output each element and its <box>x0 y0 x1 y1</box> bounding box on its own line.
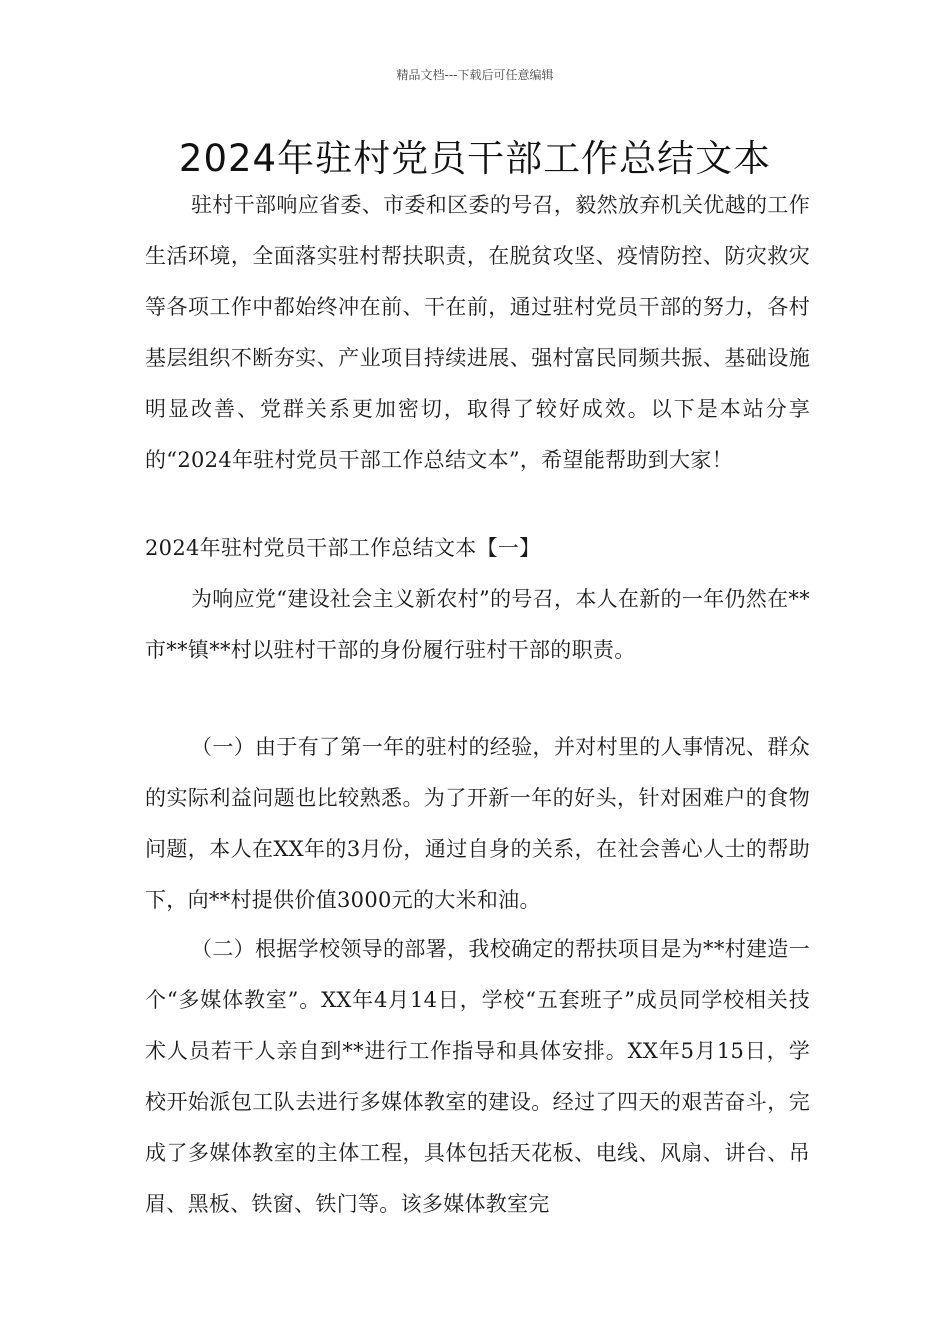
intro-paragraph: 驻村干部响应省委、市委和区委的号召，毅然放弃机关优越的工作生活环境，全面落实驻村帮扶职责，在脱贫攻坚、疫情防控、防灾救灾等各项工作中都始终冲在前、干在前，通过驻村党员干部的努力，各村基层组织不断夯实、产业项目持续进展、强村富民同频共振、基础设施明显改善、党群关系更加密切，取得了较好成效。以下是本站分享的“2024年驻村党员干部工作总结文本”，希望能帮助到大家！ <box>145 193 810 472</box>
paragraph-2: （一）由于有了第一年的驻村的经验，并对村里的人事情况、群众的实际利益问题也比较熟悉。为了开新一年的好头，针对困难户的食物问题，本人在XX年的3月份，通过自身的关系，在社会善心人士的帮助下，向**村提供价值3000元的大米和油。 <box>145 735 810 912</box>
paragraph-1: 为响应党“建设社会主义新农村”的号召，本人在新的一年仍然在**市**镇**村以驻村干部的身份履行驻村干部的职责。 <box>145 587 810 662</box>
document-title: 2024年驻村党员干部工作总结文本 <box>178 137 772 180</box>
section-heading: 2024年驻村党员干部工作总结文本【一】 <box>145 536 541 560</box>
header-note: 精品文档---下载后可任意编辑 <box>396 68 554 82</box>
paragraph-3: （二）根据学校领导的部署，我校确定的帮扶项目是为**村建造一个“多媒体教室”。XX年4月14日，学校“五套班子”成员同学校相关技术人员若干人亲自到**进行工作指导和具体安排。XX年5月15日，学校开始派包工队去进行多媒体教室的建设。经过了四天的艰苦奋斗，完成了多媒体教室的主体工程，具体包括天花板、电线、风扇、讲台、吊眉、黑板、铁窗、铁门等。该多媒体教室完 <box>145 937 810 1216</box>
